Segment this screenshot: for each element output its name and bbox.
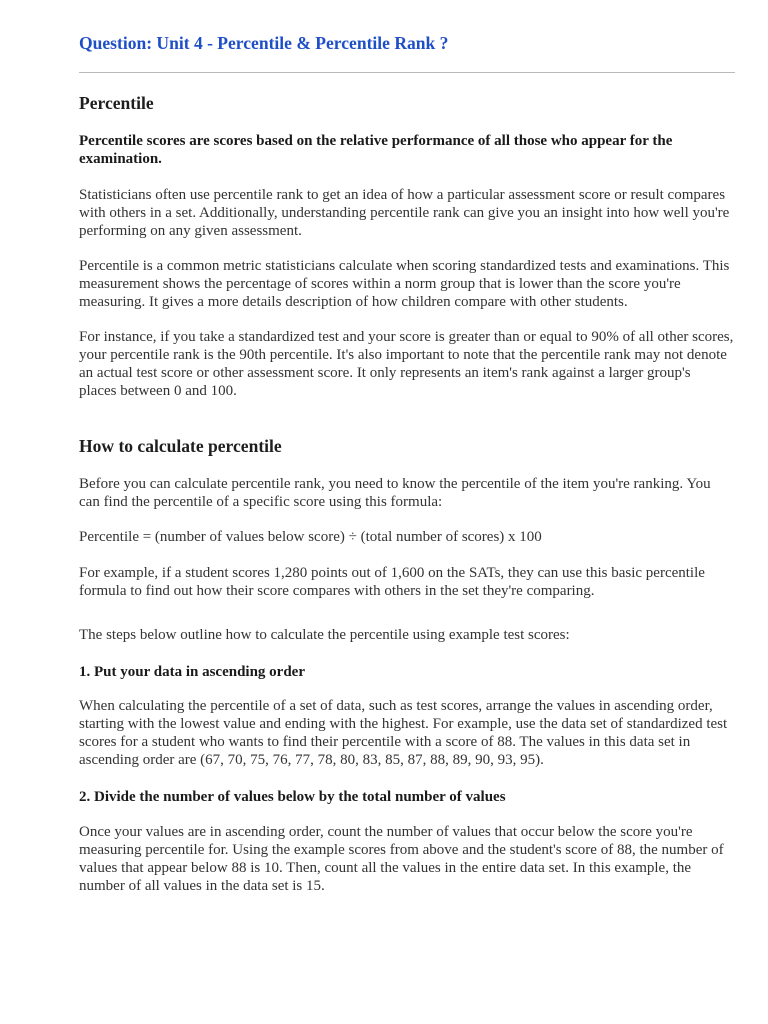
formula-text: [79, 528, 542, 546]
title-divider: [79, 72, 735, 73]
step-1-heading: [79, 663, 305, 681]
paragraph-line: Percentile scores are scores based on the relative performance of all those who appear for the: [79, 133, 673, 149]
paragraph-line: The steps below outline how to calculate the percentile using example test scores:: [79, 627, 570, 643]
body-paragraph: [79, 328, 733, 400]
paragraph-line: Statisticians often use percentile rank to get an idea of how a particular assessment score or result compares: [79, 187, 726, 203]
paragraph-line: ascending order are (67, 70, 75, 76, 77, 78, 80, 83, 85, 87, 88, 89, 90, 93, 95).: [79, 752, 544, 768]
body-paragraph: [79, 257, 729, 311]
step-heading-text: 1. Put your data in ascending order: [79, 664, 305, 680]
paragraph-line: measurement shows the percentage of scores within a norm group that is lower than the score you're: [79, 276, 681, 292]
paragraph-line: values that appear below 88 is 10. Then, count all the values in the entire data set. In this example, the: [79, 860, 692, 876]
paragraph-line: Before you can calculate percentile rank, you need to know the percentile of the item you're ranking. You: [79, 476, 711, 492]
paragraph-line: measuring percentile for. Using the example scores from above and the student's score of 88, the number of: [79, 842, 724, 858]
intro-paragraph: [79, 475, 711, 511]
paragraph-line: with others in a set. Additionally, understanding percentile rank can give you an insight into how well you're: [79, 205, 730, 221]
paragraph-line: When calculating the percentile of a set of data, such as test scores, arrange the values in ascending order,: [79, 698, 713, 714]
paragraph-line: scores for a student who wants to find their percentile with a score of 88. The values in this data set in: [79, 734, 691, 750]
section-heading-percentile: Percentile: [79, 93, 154, 113]
step-2-paragraph: [79, 823, 724, 895]
paragraph-line: Once your values are in ascending order, count the number of values that occur below the score you're: [79, 824, 693, 840]
step-1-paragraph: [79, 697, 727, 769]
page-title: Question: Unit 4 - Percentile & Percentile Rank ?: [79, 33, 449, 53]
paragraph-line: For instance, if you take a standardized test and your score is greater than or equal to 90% of all other scores,: [79, 329, 734, 345]
paragraph-line: For example, if a student scores 1,280 points out of 1,600 on the SATs, they can use this basic percentile: [79, 565, 705, 581]
paragraph-line: examination.: [79, 151, 162, 167]
paragraph-line: formula to find out how their score compares with others in the set they're comparing.: [79, 583, 595, 599]
paragraph-line: starting with the lowest value and ending with the highest. For example, use the data set of standardized test: [79, 716, 728, 732]
paragraph-line: performing on any given assessment.: [79, 223, 302, 239]
steps-intro-paragraph: [79, 626, 570, 644]
formula-line: Percentile = (number of values below score) ÷ (total number of scores) x 100: [79, 529, 542, 545]
body-paragraph: [79, 186, 729, 240]
step-2-heading: [79, 788, 506, 806]
section-heading-how-to-calculate: How to calculate percentile: [79, 436, 282, 456]
paragraph-line: can find the percentile of a specific score using this formula:: [79, 494, 443, 510]
step-heading-text: 2. Divide the number of values below by the total number of values: [79, 789, 506, 805]
paragraph-line: places between 0 and 100.: [79, 383, 237, 399]
lead-paragraph: [79, 132, 672, 168]
paragraph-line: an actual test score or other assessment score. It only represents an item's rank against a larger group's: [79, 365, 691, 381]
paragraph-line: number of all values in the data set is 15.: [79, 878, 325, 894]
paragraph-line: Percentile is a common metric statisticians calculate when scoring standardized tests and examinations. This: [79, 258, 730, 274]
example-paragraph: [79, 564, 705, 600]
paragraph-line: measuring. It gives a more details description of how children compare with other students.: [79, 294, 628, 310]
paragraph-line: your percentile rank is the 90th percentile. It's also important to note that the percentile rank may not denote: [79, 347, 727, 363]
